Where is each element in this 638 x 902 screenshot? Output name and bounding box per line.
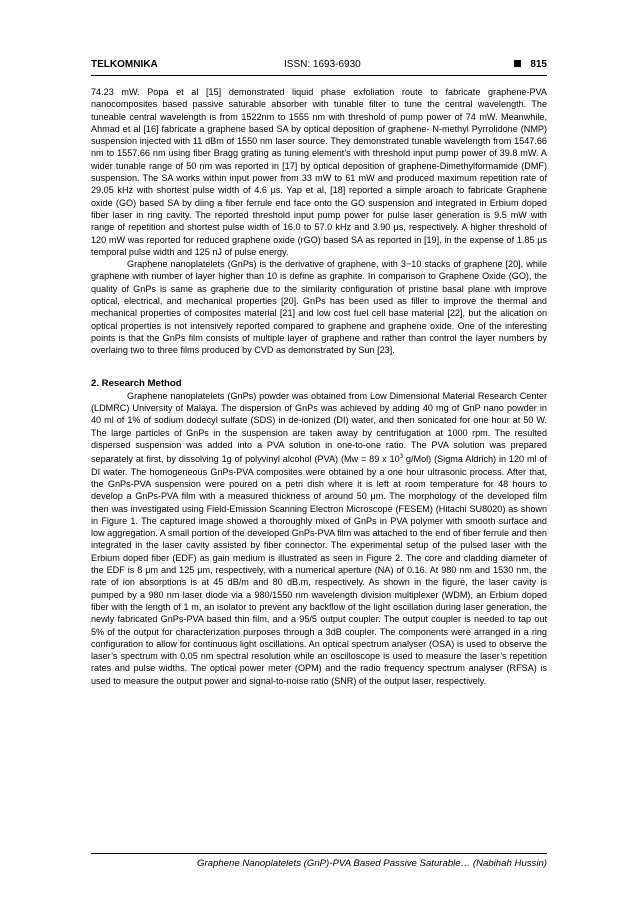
exponent: 3 <box>399 454 404 461</box>
paragraph-continued: 74.23 mW. Popa et al [15] demonstrated liquid phase exfoliation route to fabricate graphene-PVA nanocomposites based passive saturable absorber with tunable filter to tune the central wavelength. The tuneable central wavelength is from 1522nm to 1555 nm with threshold of pump power of 74 mW. Meanwhile, Ahmad et al [16] fabricate a graphene based SA by optical deposition of graphene- N-methyl Pyrrolidone (NMP) suspension injected with 11 dBm of 1550 nm laser source. They demonstrated tunable wavelength from 1547.66 nm to 1557.66 nm using fiber Bragg grating as tuning element’s with threshold input pump power of 39.8 mW. A wider tunable range of 50 nm was reported in [17] by optical deposition of graphene-Dimethylformamide (DMF) suspension. The SA works within input power from 33 mW to 61 mW and produced maximum repetition rate of 29.05 kHz with shortest pulse width of 4.6 μs. Yap et al, [18] reported a simple aroach to fabricate Graphene oxide (GO) based SA by diing a fiber ferrule end face onto the GO suspension and integrated in Erbium doped fiber laser in ring cavity. The reported threshold input pump power for pulse laser generation is 9.5 mW with range of repetition and shortest pulse width of 16.0 to 57.0 kHz and 3.90 μs, respectively. A higher threshold of 120 mW was reported for reduced graphene oxide (rGO) based SA as reported in [19], in the expense of 1.85 µs temporal pulse width and 125 nJ of pulse energy. <box>91 87 547 257</box>
method-text-part1: Graphene nanoplatelets (GnPs) powder was obtained from Low Dimensional Material Research Center (LDMRC) University of Malaya. The dispersion of GnPs was achieved by adding 40 mg of GnP nano powder in 40 ml of 1% of sodium dodecyl sulfate (SDS) in de-ionized (DI) water, and then sonicated for one hour at 50 W. The large particles of GnPs in the suspension are taken away by centrifugation at 1000 rpm. The resulted dispersed suspension was added into a PVA solution in one-to-one ratio. The PVA solution was prepared separately at first, by dissolving 1g of polyvinyl alcohol (PVA) (Mw = 89 x 10 <box>91 390 547 465</box>
method-text-part2: g/Mol) (Sigma Aldrich) in 120 ml of DI water. The homogeneous GnPs-PVA composites were obtained by a one hour ultrasonic process. After that, the GnPs-PVA suspension were poured on a petri dish where it is left at room temperature for 48 hours to develop a GnPs-PVA film with a measured thickness of around 50 μm. The morphology of the developed film then was investigated using Field-Emission Scanning Electron Microscope (FESEM) (Hitachi SU8020) as shown in Figure 1. The captured image showed a thoroughly mixed of GnPs in PVA polymer with smooth surface and low aggregation. A small portion of the developed GnPs-PVA film was attached to the end of fiber ferrule and then integrated in the laser cavity assisted by fiber connector. The experimental setup of the pulsed laser with the Erbium doped fiber (EDF) as gain medium is illustrated as seen in Figure 2. The core and cladding diameter of the EDF is 8 µm and 125 µm, respectively, with a numerical aperture (NA) of 0.16. At 980 nm and 1530 nm, the rate of ion absorptions is at 45 dB/m and 80 dB.m, respectively. As shown in the figure, the laser cavity is pumped by a 980 nm laser diode via a 980/1550 nm wavelength division multiplexer (WDM), an Erbium doped fiber with the length of 1 m, an isolator to prevent any backflow of the light oscillation during laser generation, the newly fabricated GnPs-PVA based thin film, and a 95/5 output coupler. The output coupler is needed to tap out 5% of the output for characterization purposes through a 3dB coupler. The components were arranged in a ring configuration to allow for continuous light oscillations. An optical spectrum analyser (OSA) is used to observe the laser’s spectrum with 0.05 nm spectral resolution while an oscilloscope is used to measure the laser’s repetition rates and pulse widths. The optical power meter (OPM) and the radio frequency spectrum analyser (RFSA) is used to measure the output power and signal-to-noise ratio (SNR) of the output laser, respectively. <box>91 454 547 686</box>
page-number: 815 <box>530 59 547 70</box>
paragraph-gnps: Graphene nanoplatelets (GnPs) is the derivative of graphene, with 3−10 stacks of graphene [20], while graphene with number of layer higher than 10 is define as graphite. In comparison to Graphene Oxide (GO), the quality of GnPs is same as graphene due to the similarity configuration of pristine basal plane with improve optical, electrical, and mechanical properties [20]. GnPs has been used as filler to improve the thermal and mechanical properties of composites material [21] and low cost fuel cell base material [22], but the alication on optical properties is not intensively reported compared to graphene and graphene oxide. One of the interesting points is that the GnPs film consists of multiple layer of graphene and rather than control the layer numbers by overlaing two to three films produced by CVD as demonstrated by Sun [23]. <box>91 259 547 356</box>
section-heading: 2. Research Method <box>91 377 182 389</box>
journal-name: TELKOMNIKA <box>91 59 158 70</box>
header-rule <box>91 75 547 76</box>
page-number-group <box>514 59 547 70</box>
article-body <box>91 86 547 687</box>
page-header <box>91 59 547 75</box>
footer-rule <box>91 853 547 854</box>
issn-number: ISSN: 1693-6930 <box>284 59 361 70</box>
square-bullet-icon <box>514 60 521 67</box>
running-footer: Graphene Nanoplatelets (GnP)-PVA Based Passive Saturable… (Nabihah Hussin) <box>197 858 547 869</box>
paragraph-research-method <box>91 390 547 687</box>
